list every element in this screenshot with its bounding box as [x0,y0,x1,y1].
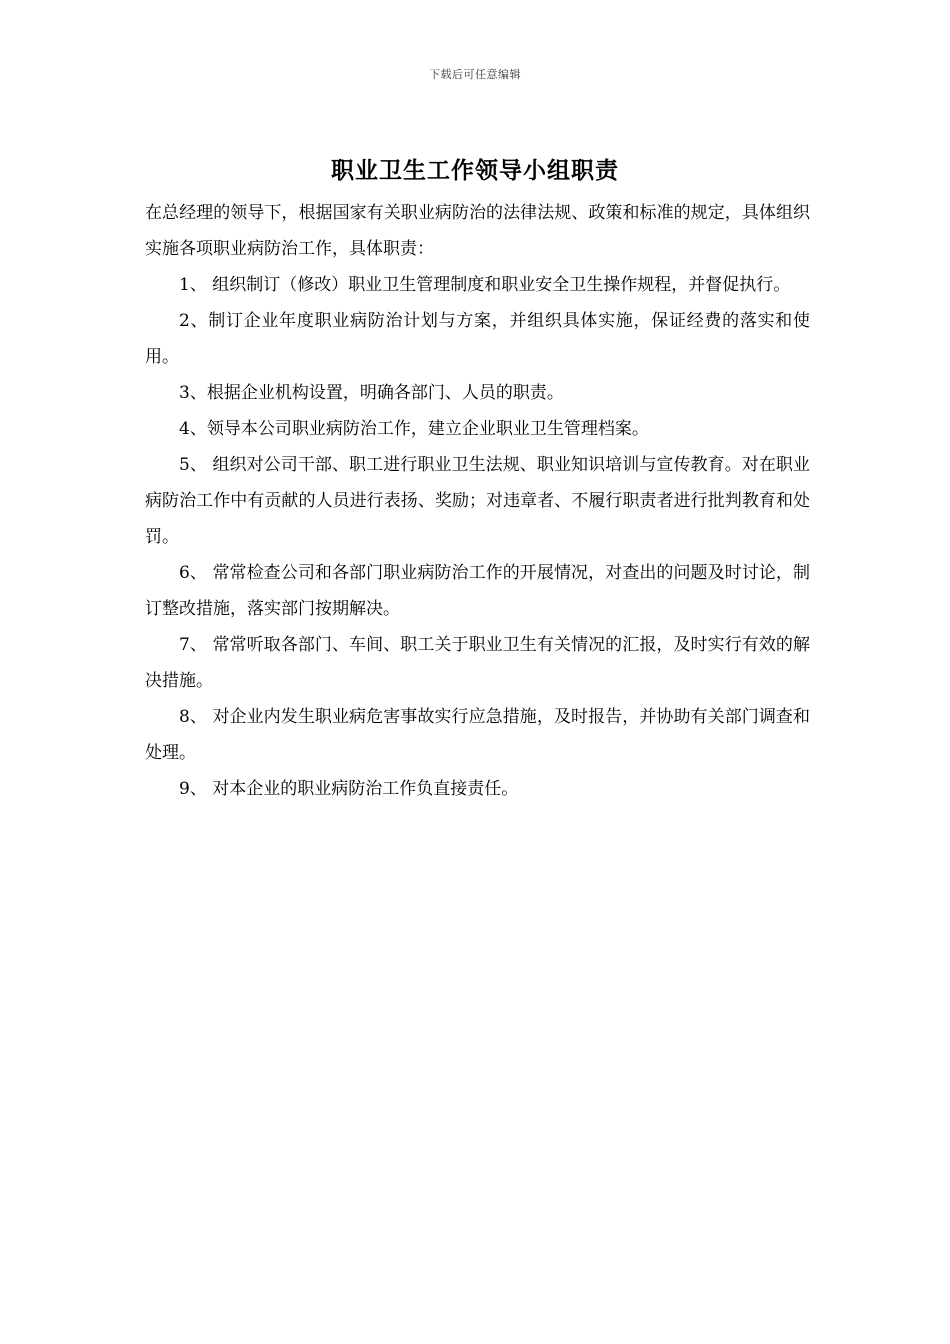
duty-item-3: 3、根据企业机构设置，明确各部门、人员的职责。 [179,383,564,403]
duty-item-7: 7、 常常听取各部门、车间、职工关于职业卫生有关情况的汇报，及时实行有效的解决措施。 [145,635,810,691]
duty-item-9: 9、 对本企业的职业病防治工作负直接责任。 [179,779,519,799]
duty-item-5: 5、 组织对公司干部、职工进行职业卫生法规、职业知识培训与宣传教育。对在职业病防治工作中有贡献的人员进行表扬、奖励；对违章者、不履行职责者进行批判教育和处罚。 [145,455,810,547]
duty-item-6: 6、 常常检查公司和各部门职业病防治工作的开展情况，对查出的问题及时讨论，制订整改措施，落实部门按期解决。 [145,563,810,619]
duty-item-8: 8、 对企业内发生职业病危害事故实行应急措施，及时报告，并协助有关部门调查和处理。 [145,707,810,763]
intro-paragraph: 在总经理的领导下，根据国家有关职业病防治的法律法规、政策和标准的规定，具体组织实施各项职业病防治工作，具体职责： [145,203,810,259]
document-body [145,195,810,807]
duty-item-1: 1、 组织制订（修改）职业卫生管理制度和职业安全卫生操作规程，并督促执行。 [179,275,791,295]
document-title: 职业卫生工作领导小组职责 [331,158,619,184]
duty-item-2: 2、制订企业年度职业病防治计划与方案，并组织具体实施，保证经费的落实和使用。 [145,311,810,367]
header-note: 下载后可任意编辑 [429,68,521,81]
duty-item-4: 4、领导本公司职业病防治工作，建立企业职业卫生管理档案。 [179,419,649,439]
